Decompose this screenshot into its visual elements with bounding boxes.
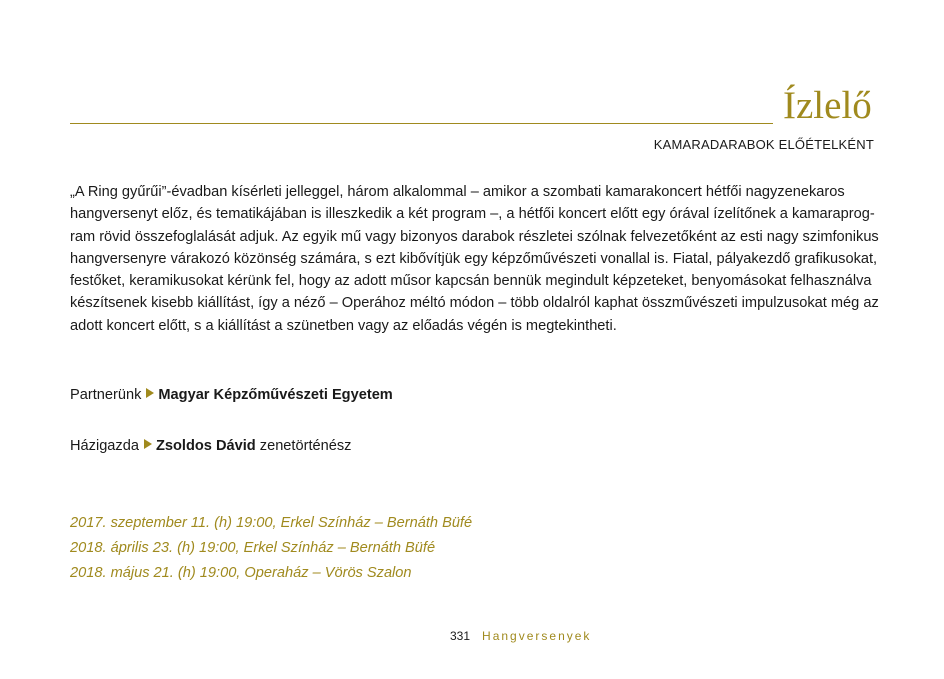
partner-label: Partnerünk (70, 387, 142, 403)
event-dates (70, 511, 472, 586)
page-number: 331 (450, 629, 471, 643)
event-date: 2017. szeptember 11. (h) 19:00, Erkel Színház – Bernáth Büfé (70, 515, 473, 531)
partner-name: Magyar Képzőművészeti Egyetem (158, 387, 393, 403)
event-date: 2018. május 21. (h) 19:00, Operaház – Vörös Szalon (70, 565, 412, 581)
body-line: ram rövid összefoglalását adjuk. Az egyik mű vagy bizonyos darabok részletei szólnak felvezetőként az esti nagy szimfonikus (70, 228, 879, 245)
body-paragraph (70, 181, 878, 337)
body-line: készítsenek kisebb kiállítást, így a néző – Operához méltó módon – több oldalról kaphat összművészeti impulzusokat még az (70, 295, 879, 312)
partner-line (70, 387, 393, 403)
page-footer (450, 629, 591, 643)
section-name: Hangversenyek (482, 629, 592, 643)
body-line: festőket, keramikusokat kérünk fel, hogy az adott műsor kapcsán bennük megindult képzeteket, benyomásokat felhasználva (70, 273, 872, 290)
header-rule (70, 123, 773, 124)
body-line: „A Ring gyűrűi”-évadban kísérleti jelleggel, három alkalommal – amikor a szombati kamarakoncert hétfői nagyzenekaros (70, 184, 845, 200)
host-label: Házigazda (70, 438, 139, 454)
arrow-right-icon (144, 439, 152, 449)
host-role: zenetörténész (259, 438, 352, 454)
body-line: adott koncert előtt, s a kiállítást a szünetben vagy az előadás végén is megtekintheti. (70, 317, 617, 334)
arrow-right-icon (146, 388, 154, 398)
event-date: 2018. április 23. (h) 19:00, Erkel Színház – Bernáth Büfé (70, 540, 436, 556)
page-subtitle: KAMARADARABOK ELŐÉTELKÉNT (653, 137, 874, 152)
host-line (70, 438, 351, 454)
page-title: Ízlelő (783, 84, 872, 127)
host-name: Zsoldos Dávid (155, 438, 256, 454)
body-line: hangversenyt előz, és tematikájában is illeszkedik a két program –, a hétfői koncert előtt egy órával ízelítőnek a kamaraprog- (70, 206, 875, 223)
body-line: hangversenyre várakozó közönség számára, s ezt kibővítjük egy képzőművészeti vonallal is. Fiatal, pályakezdő grafikusokat, (70, 250, 878, 267)
